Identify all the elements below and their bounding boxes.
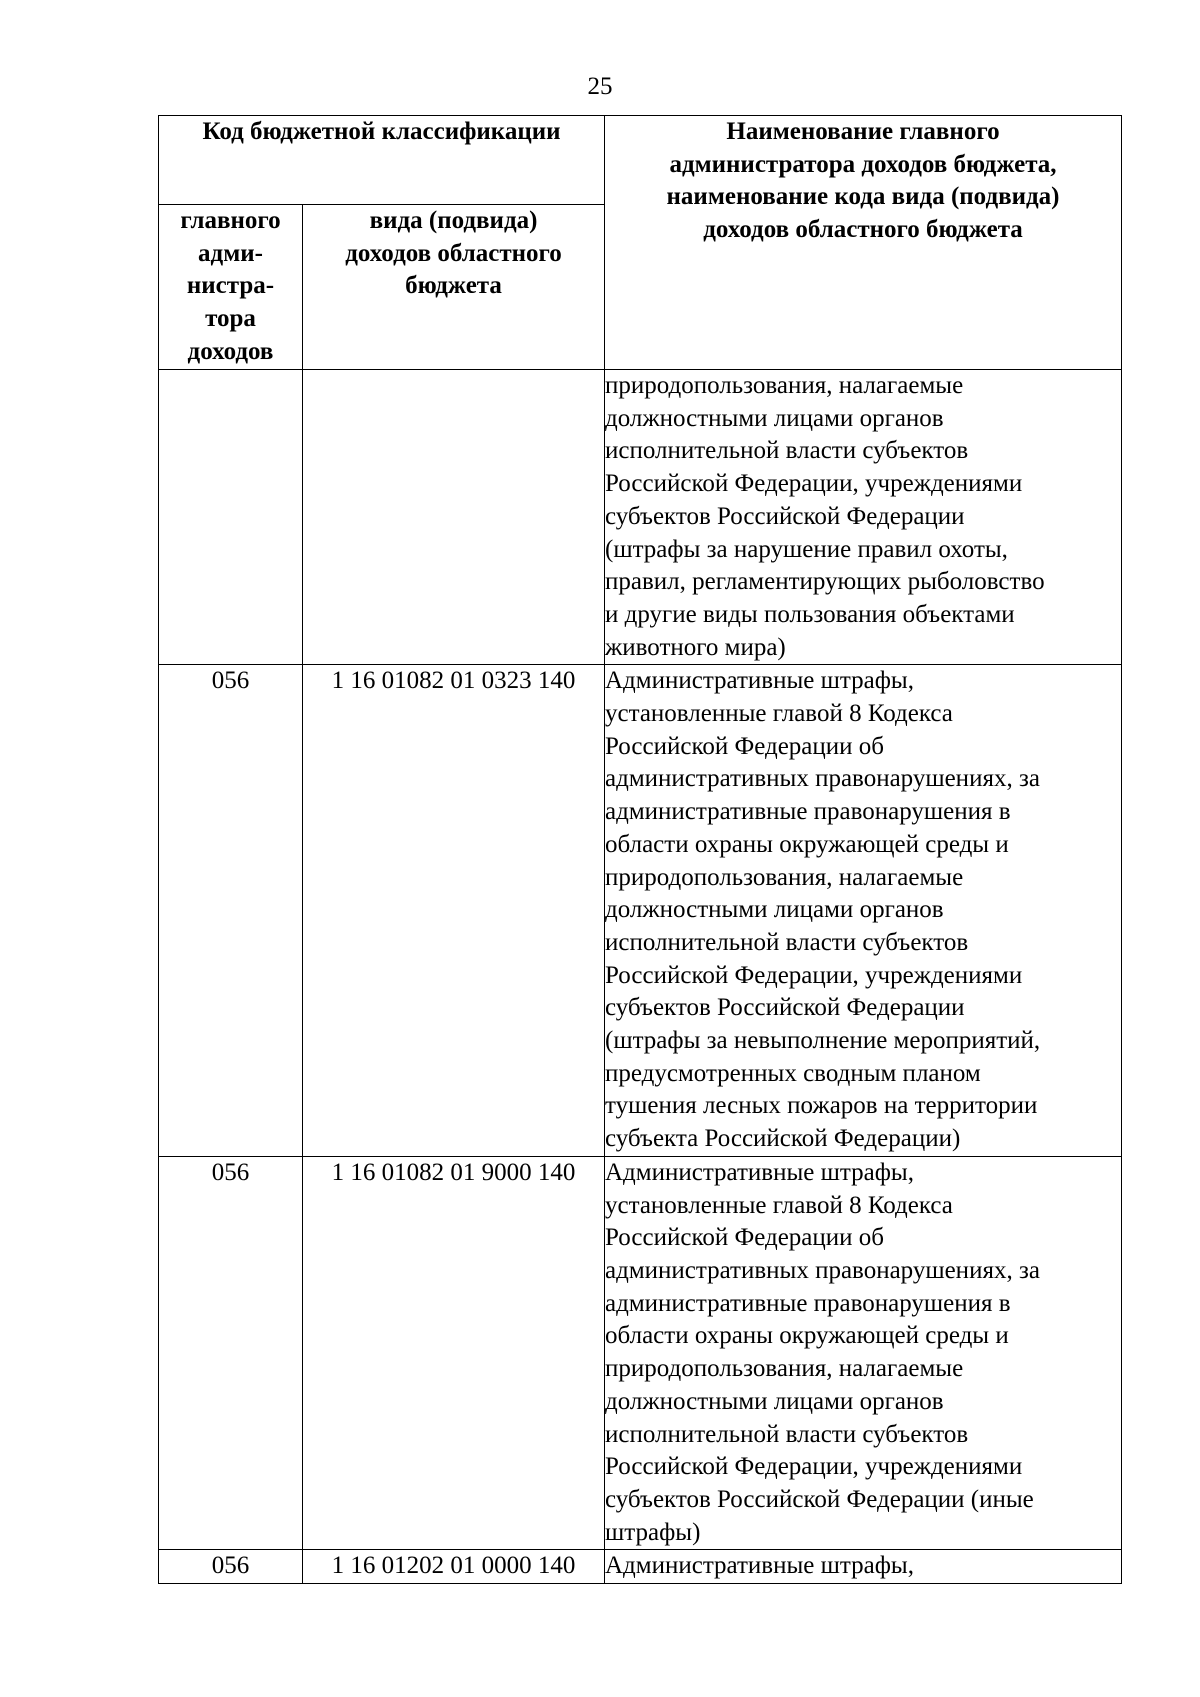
description-line: административные правонарушения в [605, 798, 1011, 826]
description-line: исполнительной власти субъектов [605, 1420, 969, 1448]
description-line: Административные штрафы, [605, 1158, 914, 1186]
description-cell [605, 1550, 1122, 1584]
description-line: (штрафы за невыполнение мероприятий, [605, 1027, 1041, 1055]
header-name-line: наименование кода вида (подвида) [666, 183, 1060, 211]
description-line: природопользования, налагаемые [605, 372, 964, 399]
header-kind-line: вида (подвида) [369, 207, 538, 234]
header-kind-line: бюджета [405, 272, 502, 300]
description-line: (штрафы за нарушение правил охоты, [605, 535, 1008, 563]
header-admin-column [159, 205, 303, 370]
revenue-code-cell: 1 16 01082 01 9000 140 [303, 1156, 605, 1549]
description-line: тушения лесных пожаров на территории [605, 1092, 1038, 1120]
description-line: предусмотренных сводным планом [605, 1059, 981, 1087]
header-name-line: администратора доходов бюджета, [669, 150, 1057, 178]
description-line: установленные главой 8 Кодекса [605, 1191, 953, 1219]
description-cell [605, 1156, 1122, 1549]
description-line: субъекта Российской Федерации) [605, 1125, 961, 1153]
description-line: Российской Федерации об [605, 732, 884, 760]
description-cell [605, 665, 1122, 1157]
description-line: должностными лицами органов [605, 404, 944, 432]
header-admin-line: главного [180, 207, 281, 234]
description-line: Административные штрафы, [605, 1552, 914, 1580]
header-name-line: доходов областного бюджета [703, 216, 1023, 244]
header-admin-line: адми- [198, 239, 263, 267]
description-line: и другие виды пользования объектами [605, 600, 1015, 628]
description-line: Российской Федерации, учреждениями [605, 470, 1023, 498]
admin-code-cell: 056 [159, 1550, 303, 1584]
description-line: исполнительной власти субъектов [605, 928, 969, 956]
description-line: субъектов Российской Федерации [605, 502, 965, 530]
description-line: Административные штрафы, [605, 667, 914, 695]
description-line: Российской Федерации, учреждениями [605, 1453, 1023, 1481]
revenue-code-cell [303, 370, 605, 665]
description-line: области охраны окружающей среды и [605, 830, 1009, 858]
header-admin-line: тора [205, 305, 256, 333]
description-line: штрафы) [605, 1518, 701, 1546]
description-line: животного мира) [605, 633, 786, 661]
table-row [159, 665, 1122, 1157]
description-line: административных правонарушениях, за [605, 1256, 1040, 1284]
description-line: природопользования, налагаемые [605, 863, 964, 891]
revenue-code-cell: 1 16 01082 01 0323 140 [303, 665, 605, 1157]
header-kind-line: доходов областного [345, 239, 562, 267]
table-header [159, 116, 1122, 370]
admin-code-cell: 056 [159, 1156, 303, 1549]
page-number: 25 [587, 73, 613, 100]
description-line: Российской Федерации об [605, 1224, 884, 1252]
description-line: Российской Федерации, учреждениями [605, 961, 1023, 989]
description-line: должностными лицами органов [605, 896, 944, 924]
description-line: административные правонарушения в [605, 1289, 1011, 1317]
description-line: правил, регламентирующих рыболовство [605, 568, 1045, 596]
revenue-code-cell: 1 16 01202 01 0000 140 [303, 1550, 605, 1584]
table-row [159, 370, 1122, 665]
admin-code-cell: 056 [159, 665, 303, 1157]
description-line: природопользования, налагаемые [605, 1355, 964, 1383]
description-cell [605, 370, 1122, 665]
budget-classification-table [158, 115, 1122, 1584]
description-line: области охраны окружающей среды и [605, 1322, 1009, 1350]
description-line: исполнительной власти субъектов [605, 437, 969, 465]
header-budget-classification-code: Код бюджетной классификации [159, 116, 605, 205]
table-row [159, 1550, 1122, 1584]
description-line: установленные главой 8 Кодекса [605, 700, 953, 728]
description-line: субъектов Российской Федерации (иные [605, 1485, 1034, 1513]
header-kind-column [303, 205, 605, 370]
header-admin-line: доходов [187, 337, 274, 365]
description-line: субъектов Российской Федерации [605, 994, 965, 1022]
header-name-line: Наименование главного [726, 118, 1000, 145]
header-name-column [605, 116, 1122, 370]
header-admin-line: нистра- [186, 272, 275, 300]
admin-code-cell [159, 370, 303, 665]
description-line: административных правонарушениях, за [605, 765, 1040, 793]
description-line: должностными лицами органов [605, 1387, 944, 1415]
table-body [159, 370, 1122, 1584]
table-row [159, 1156, 1122, 1549]
